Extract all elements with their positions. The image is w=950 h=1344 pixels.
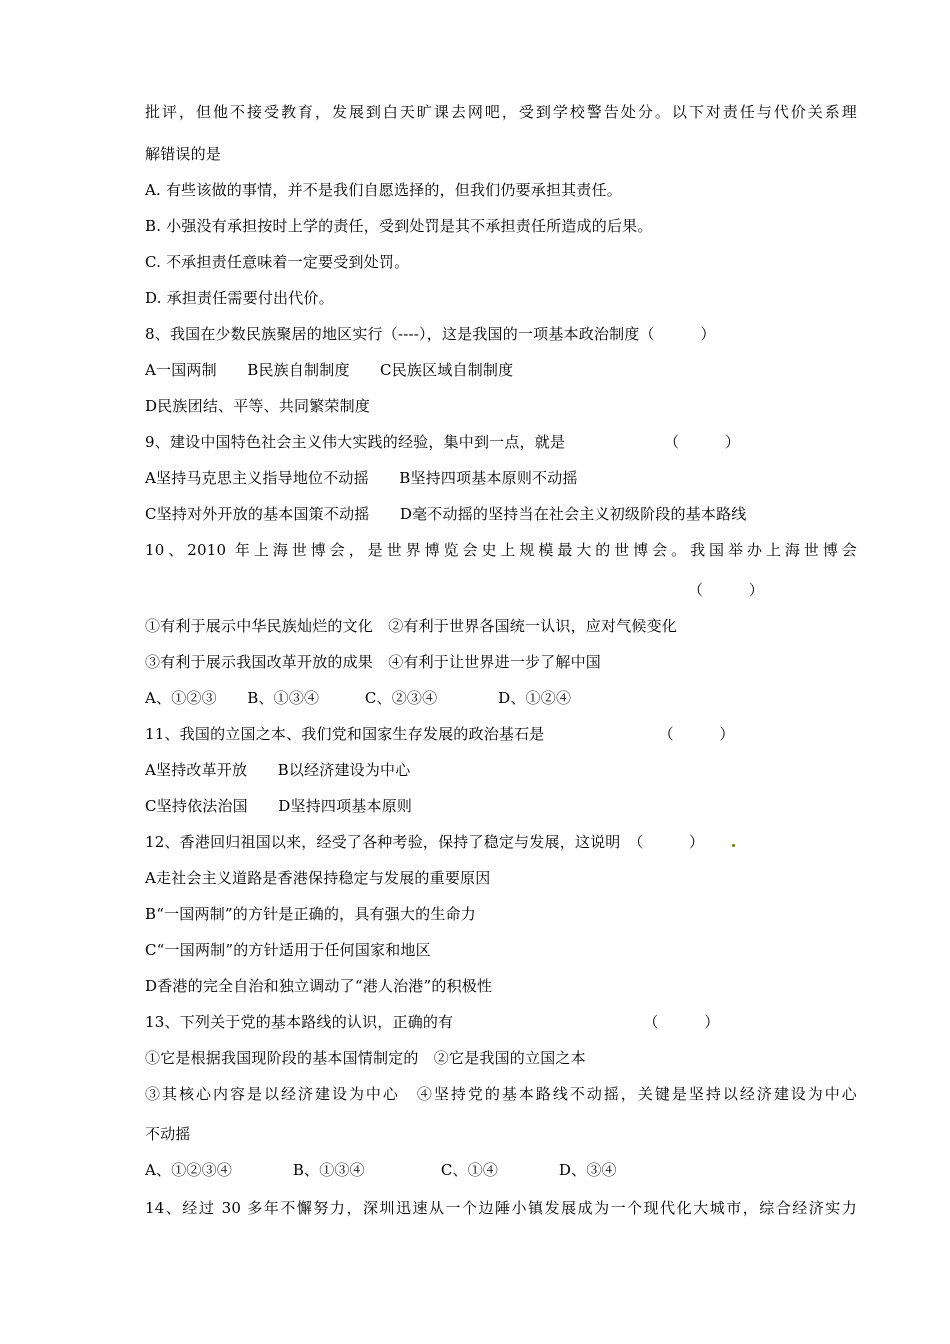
question-13: 13、下列关于党的基本路线的认识，正确的有 （ ） xyxy=(145,1013,720,1031)
question-9-options-cd: C坚持对外开放的基本国策不动摇 D毫不动摇的坚持当在社会主义初级阶段的基本路线 xyxy=(145,505,747,523)
question-9: 9、建设中国特色社会主义伟大实践的经验，集中到一点，就是 （ ） xyxy=(145,433,741,451)
question-13-items-12: ①它是根据我国现阶段的基本国情制定的 ②它是我国的立国之本 xyxy=(145,1049,586,1067)
question-14: 14、经过 30 多年不懈努力，深圳迅速从一个边陲小镇发展成为一个现代化大城市，综合经济实力 xyxy=(145,1199,857,1217)
question-12-option-c: C“一国两制”的方针适用于任何国家和地区 xyxy=(145,941,431,959)
question-8-option-d: D民族团结、平等、共同繁荣制度 xyxy=(145,397,371,415)
question-8: 8、我国在少数民族聚居的地区实行（----），这是我国的一项基本政治制度（ ） xyxy=(145,325,716,343)
question-10-items-12: ①有利于展示中华民族灿烂的文化 ②有利于世界各国统一认识，应对气候变化 xyxy=(145,617,678,635)
question-12-option-a: A走社会主义道路是香港保持稳定与发展的重要原因 xyxy=(145,869,491,887)
question-12-option-b: B“一国两制”的方针是正确的，具有强大的生命力 xyxy=(145,905,476,923)
question-13-options: A、①②③④ B、①③④ C、①④ D、③④ xyxy=(145,1161,617,1179)
answer-bracket: （ ） xyxy=(688,581,765,599)
question-10-items-34: ③有利于展示我国改革开放的成果 ④有利于让世界进一步了解中国 xyxy=(145,653,602,671)
question-12-option-d: D香港的完全自治和独立调动了“港人治港”的积极性 xyxy=(145,977,493,995)
text-line: 批评，但他不接受教育，发展到白天旷课去网吧，受到学校警告处分。以下对责任与代价关系理 xyxy=(145,103,857,121)
question-11-options-ab: A坚持改革开放 B以经济建设为中心 xyxy=(145,761,411,779)
question-10-options: A、①②③ B、①③④ C、②③④ D、①②④ xyxy=(145,689,572,707)
question-9-options-ab: A坚持马克思主义指导地位不动摇 B坚持四项基本原则不动摇 xyxy=(145,469,578,487)
option-a: A. 有些该做的事情，并不是我们自愿选择的，但我们仍要承担其责任。 xyxy=(145,181,622,199)
question-10: 10、2010 年上海世博会，是世界博览会史上规模最大的世博会。我国举办上海世博会 xyxy=(145,541,857,559)
question-12: 12、香港回归祖国以来，经受了各种考验，保持了稳定与发展，这说明 （ ） xyxy=(145,833,705,851)
option-b: B. 小强没有承担按时上学的责任，受到处罚是其不承担责任所造成的后果。 xyxy=(145,217,653,235)
stray-mark xyxy=(732,844,735,847)
text-line: 解错误的是 xyxy=(145,145,222,163)
question-8-options: A一国两制 B民族自制制度 C民族区域自制制度 xyxy=(145,361,514,379)
option-d: D. 承担责任需要付出代价。 xyxy=(145,289,334,307)
option-c: C. 不承担责任意味着一定要受到处罚。 xyxy=(145,253,410,271)
question-11: 11、我国的立国之本、我们党和国家生存发展的政治基石是 （ ） xyxy=(145,725,735,743)
question-13-items-34-cont: 不动摇 xyxy=(145,1125,191,1143)
question-13-items-34: ③其核心内容是以经济建设为中心 ④坚持党的基本路线不动摇，关键是坚持以经济建设为中心 xyxy=(145,1085,857,1103)
question-11-options-cd: C坚持依法治国 D坚持四项基本原则 xyxy=(145,797,413,815)
